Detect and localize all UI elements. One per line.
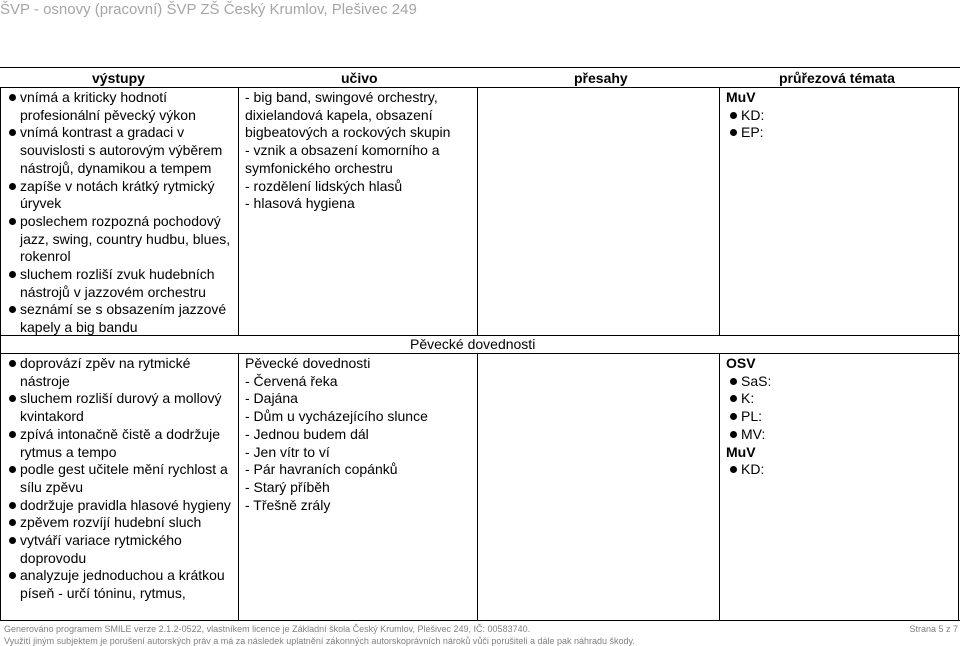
section2-content	[245, 355, 473, 514]
list-item: dodržuje pravidla hlasové hygieny	[5, 497, 233, 515]
content-line: - rozdělení lidských hlasů	[245, 177, 403, 194]
theme-item: PL:	[726, 408, 954, 426]
header-ucivo: učivo	[341, 70, 378, 86]
content-line: - Jen vítr to ví	[245, 443, 330, 460]
list-item: zapíše v notách krátký rytmický úryvek	[5, 178, 233, 213]
theme-heading: MuV	[726, 89, 756, 105]
footer-border	[0, 620, 960, 621]
content-line: - Dům u vycházejícího slunce	[245, 408, 428, 425]
header-border	[0, 87, 960, 88]
content-line: Pěvecké dovednosti	[245, 355, 371, 371]
list-item: zpívá intonačně čistě a dodržuje rytmus a tempo	[5, 426, 233, 461]
content-line: - hlasová hygiena	[245, 195, 355, 212]
footer-page-number: Strana 5 z 7	[909, 624, 958, 634]
list-item: analyzuje jednoduchou a krátkou píseň - určí tóninu, rytmus,	[5, 567, 233, 602]
header-vystupy: výstupy	[92, 70, 145, 86]
section-border-bottom	[0, 353, 960, 354]
column-divider-1b	[238, 353, 239, 620]
header-prurezova-temata: průřezová témata	[779, 70, 895, 86]
table-border-left	[0, 88, 1, 620]
content-line: - Červená řeka	[245, 372, 338, 389]
column-divider-3b	[719, 353, 720, 620]
document-title: ŠVP - osnovy (pracovní) ŠVP ZŠ Český Krumlov, Plešivec 249	[0, 1, 417, 18]
list-item: vytváří variace rytmického doprovodu	[5, 532, 233, 567]
section-title: Pěvecké dovednosti	[410, 336, 536, 352]
content-line: - Starý příběh	[245, 478, 330, 495]
theme-item: MV:	[726, 426, 954, 444]
list-item: sluchem rozliší zvuk hudebních nástrojů v jazzovém orchestru	[5, 266, 233, 301]
list-item: doprovází zpěv na rytmické nástroje	[5, 355, 233, 390]
column-divider-2b	[477, 353, 478, 620]
content-line: - vznik a obsazení komorního a	[245, 142, 440, 159]
header-presahy: přesahy	[574, 70, 628, 86]
footer-generated: Generováno programem SMILE verze 2.1.2-0522, vlastníkem licence je Základní škola Český Krumlov, Plešivec 249, IČ: 00583740.	[4, 624, 531, 634]
section1-content	[245, 89, 473, 213]
section2-themes	[726, 355, 954, 479]
column-divider-1	[238, 88, 239, 336]
content-line: - Pár havraních copánků	[245, 461, 398, 478]
section1-outputs	[5, 89, 233, 337]
theme-item: KD:	[726, 461, 954, 479]
list-item: zpěvem rozvíjí hudební sluch	[5, 514, 233, 532]
content-line: - big band, swingové orchestry,	[245, 89, 438, 105]
footer-notice: Využití jiným subjektem je porušení autorských práv a má za následek uplatnění zákonných autorskoprávních nároků vůči porušiteli a dále pak náhradu škody.	[4, 636, 635, 646]
theme-item: KD:	[726, 107, 954, 125]
content-line: - Dajána	[245, 390, 298, 407]
theme-item: K:	[726, 390, 954, 408]
theme-heading: OSV	[726, 355, 756, 371]
column-divider-3	[719, 88, 720, 336]
content-line: symfonického orchestru	[245, 159, 393, 176]
section2-outputs	[5, 355, 233, 603]
content-line: - Třešně zrály	[245, 496, 331, 513]
list-item: podle gest učitele mění rychlost a sílu zpěvu	[5, 461, 233, 496]
content-line: - Jednou budem dál	[245, 425, 369, 442]
list-item: vnímá kontrast a gradaci v souvislosti s autorovým výběrem nástrojů, dynamikou a tempem	[5, 124, 233, 177]
table-top-border	[0, 67, 960, 68]
section1-themes	[726, 89, 954, 142]
list-item: poslechem rozpozná pochodový jazz, swing, country hudbu, blues, rokenrol	[5, 213, 233, 266]
content-line: bigbeatových a rockových skupin	[245, 124, 451, 141]
table-border-right	[958, 88, 959, 620]
column-divider-2	[477, 88, 478, 336]
list-item: seznámí se s obsazením jazzové kapely a big bandu	[5, 301, 233, 336]
list-item: sluchem rozliší durový a mollový kvintakord	[5, 390, 233, 425]
list-item: vnímá a kriticky hodnotí profesionální pěvecký výkon	[5, 89, 233, 124]
theme-heading: MuV	[726, 443, 756, 460]
theme-item: SaS:	[726, 373, 954, 391]
content-line: dixielandová kapela, obsazení	[245, 106, 433, 123]
theme-item: EP:	[726, 124, 954, 142]
